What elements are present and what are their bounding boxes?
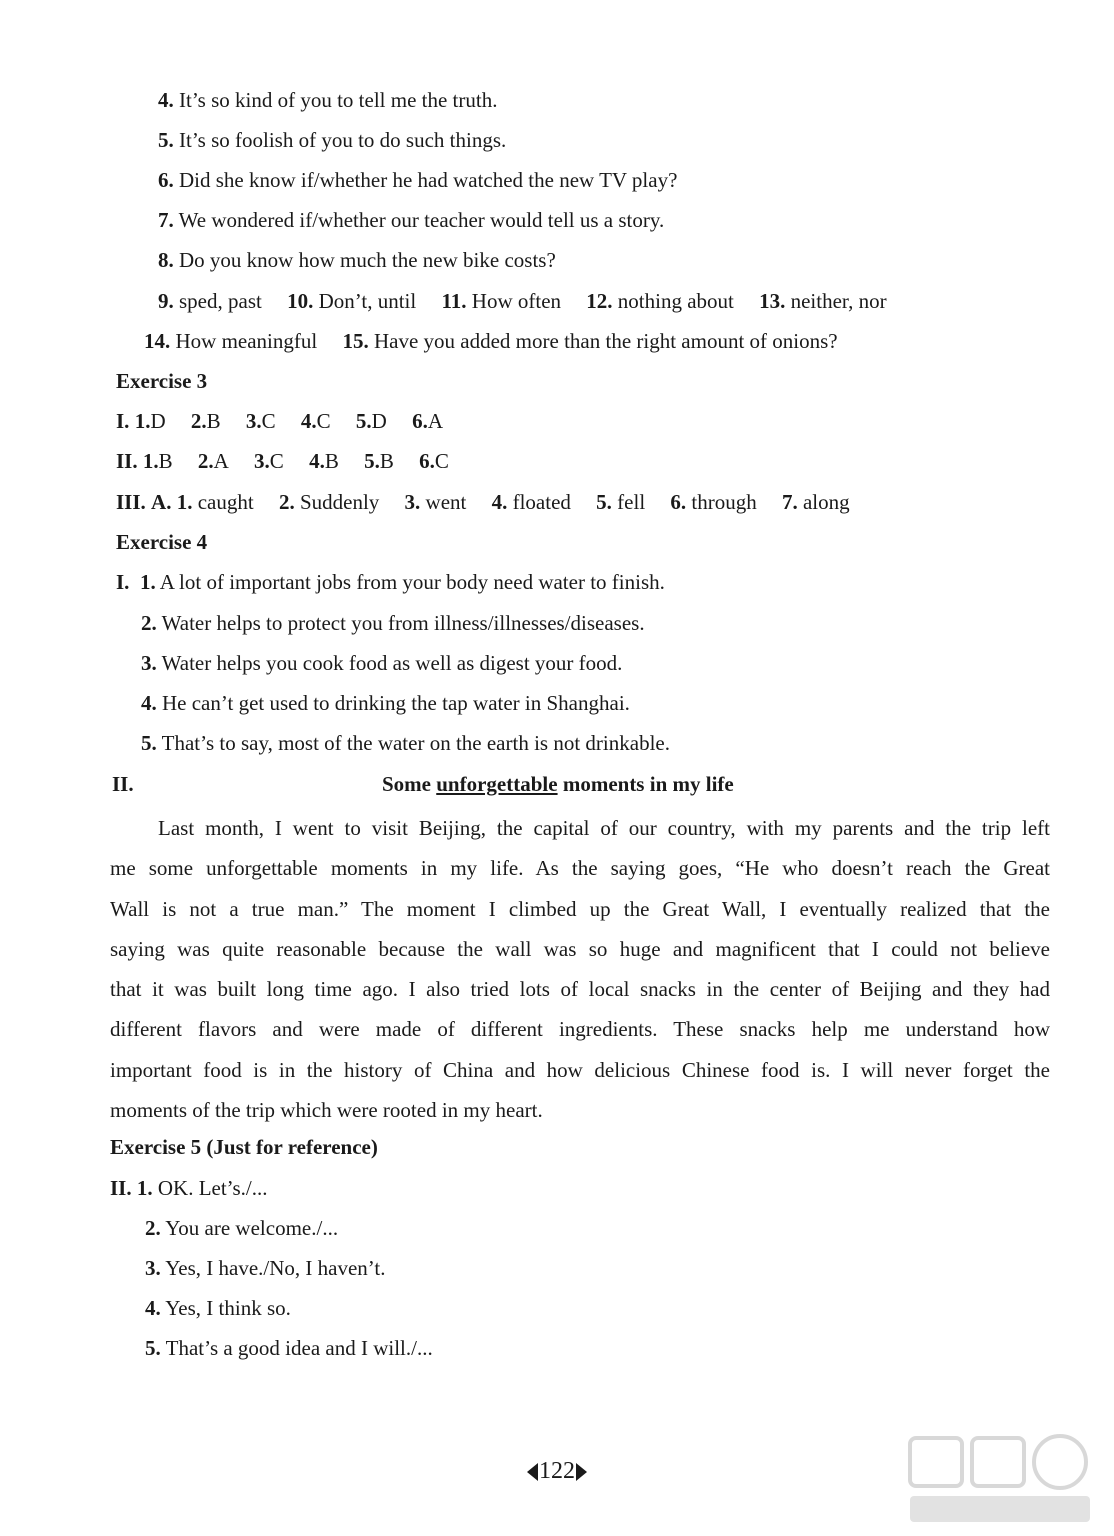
exercise-5-item: 4. Yes, I think so. xyxy=(145,1296,291,1320)
exercise-3-part-2: II. 1.B 2.A 3.C 4.B 5.B 6.C xyxy=(116,449,449,473)
exercise-5-item: 3. Yes, I have./No, I haven’t. xyxy=(145,1256,386,1280)
exercise-4-item: 4. He can’t get used to drinking the tap water in Shanghai. xyxy=(141,691,630,715)
answer-line: 7. We wondered if/whether our teacher would tell us a story. xyxy=(158,208,665,232)
answer-line: 6. Did she know if/whether he had watched the new TV play? xyxy=(158,168,678,192)
answer-line: 4. It’s so kind of you to tell me the truth. xyxy=(158,88,498,112)
answer-line: 8. Do you know how much the new bike costs? xyxy=(158,248,556,272)
answer-row-9-13: 9. sped, past 10. Don’t, until 11. How often 12. nothing about 13. neither, nor xyxy=(158,289,887,313)
page-number: 122 xyxy=(0,1456,1114,1486)
essay-title: Some unforgettable moments in my life xyxy=(382,772,734,796)
exercise-5-item: 2. You are welcome./... xyxy=(145,1216,339,1240)
exercise-4-heading: Exercise 4 xyxy=(116,530,208,554)
exercise-5-item: II. 1. OK. Let’s./... xyxy=(110,1176,268,1200)
answer-row-14-15: 14. How meaningful 15. Have you added more than the right amount of onions? xyxy=(144,329,838,353)
exercise-3-part-1: I. 1.D 2.B 3.C 4.C 5.D 6.A xyxy=(116,409,443,433)
left-arrow-icon xyxy=(527,1463,538,1481)
watermark-logo xyxy=(900,1430,1100,1530)
exercise-3-part-3: III. A. 1. caught 2. Suddenly 3. went 4. floated 5. fell 6. through 7. along xyxy=(116,490,850,514)
exercise-4-item: I. 1. A lot of important jobs from your body need water to finish. xyxy=(116,570,665,594)
exercise-4-part-2-label: II. xyxy=(112,772,134,796)
exercise-5-heading: Exercise 5 (Just for reference) xyxy=(110,1135,378,1159)
answer-line: 5. It’s so foolish of you to do such things. xyxy=(158,128,507,152)
exercise-4-item: 5. That’s to say, most of the water on the earth is not drinkable. xyxy=(141,731,670,755)
essay-paragraph: Last month, I went to visit Beijing, the capital of our country, with my parents and the trip left me some unforgettable moments in my life. As the saying goes, “He who doesn’t reach the Great Wall is not a true man.” The moment I climbed up the Great Wall, I eventually realized that the saying was quite reasonable because the wall was so huge and magnificent that I could not believe that it was built long time ago. I also tried lots of local snacks in the center of Beijing and they had different flavors and were made of different ingredients. These snacks help me understand how important food is in the history of China and how delicious Chinese food is. I will never forget the moments of the trip which were rooted in my heart. xyxy=(110,816,1050,1123)
exercise-4-item: 3. Water helps you cook food as well as digest your food. xyxy=(141,651,623,675)
right-arrow-icon xyxy=(576,1463,587,1481)
exercise-4-item: 2. Water helps to protect you from illness/illnesses/diseases. xyxy=(141,611,645,635)
exercise-5-item: 5. That’s a good idea and I will./... xyxy=(145,1336,433,1360)
exercise-3-heading: Exercise 3 xyxy=(116,369,208,393)
